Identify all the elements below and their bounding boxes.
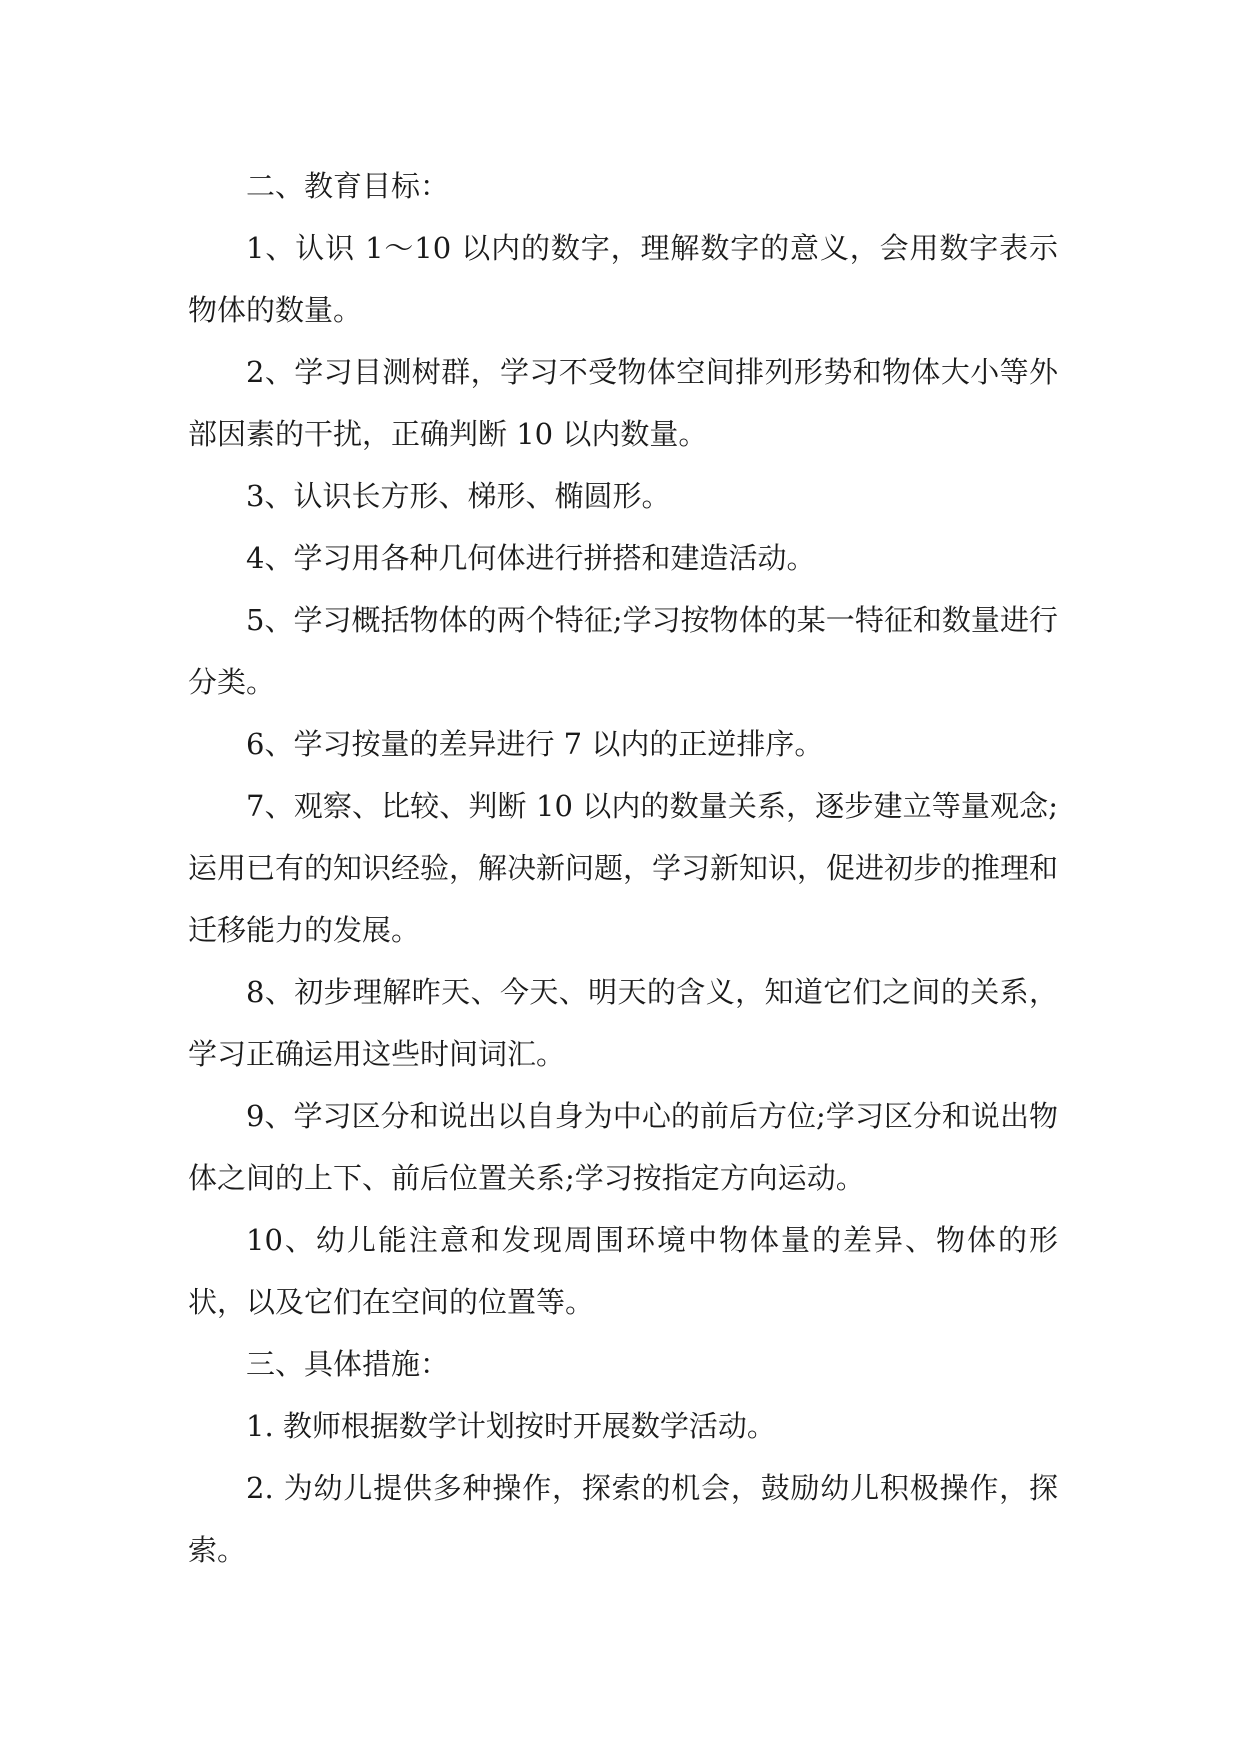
goal-item-1: 1、认识 1～10 以内的数字，理解数字的意义，会用数字表示物体的数量。 [188,231,1058,327]
goal-item-3: 3、认识长方形、梯形、椭圆形。 [246,479,671,513]
goal-item-4: 4、学习用各种几何体进行拼搭和建造活动。 [246,541,816,575]
goal-item-6: 6、学习按量的差异进行 7 以内的正逆排序。 [246,727,824,761]
document-body [188,155,1058,1581]
section-heading-goals: 二、教育目标： [246,169,450,203]
goal-item-9: 9、学习区分和说出以自身为中心的前后方位;学习区分和说出物体之间的上下、前后位置关系;学习按指定方向运动。 [188,1099,1058,1195]
goal-item-7: 7、观察、比较、判断 10 以内的数量关系，逐步建立等量观念;运用已有的知识经验，解决新问题，学习新知识，促进初步的推理和迁移能力的发展。 [188,789,1059,947]
goal-item-8: 8、初步理解昨天、今天、明天的含义，知道它们之间的关系，学习正确运用这些时间词汇。 [188,975,1058,1071]
section-heading-measures: 三、具体措施： [246,1347,450,1381]
goal-item-5: 5、学习概括物体的两个特征;学习按物体的某一特征和数量进行分类。 [188,603,1058,699]
goal-item-10: 10、幼儿能注意和发现周围环境中物体量的差异、物体的形状，以及它们在空间的位置等。 [188,1223,1058,1319]
goal-item-2: 2、学习目测树群，学习不受物体空间排列形势和物体大小等外部因素的干扰，正确判断 10 以内数量。 [188,355,1058,451]
measure-item-1: 1. 教师根据数学计划按时开展数学活动。 [246,1409,776,1443]
measure-item-2: 2. 为幼儿提供多种操作，探索的机会，鼓励幼儿积极操作，探索。 [188,1471,1058,1567]
